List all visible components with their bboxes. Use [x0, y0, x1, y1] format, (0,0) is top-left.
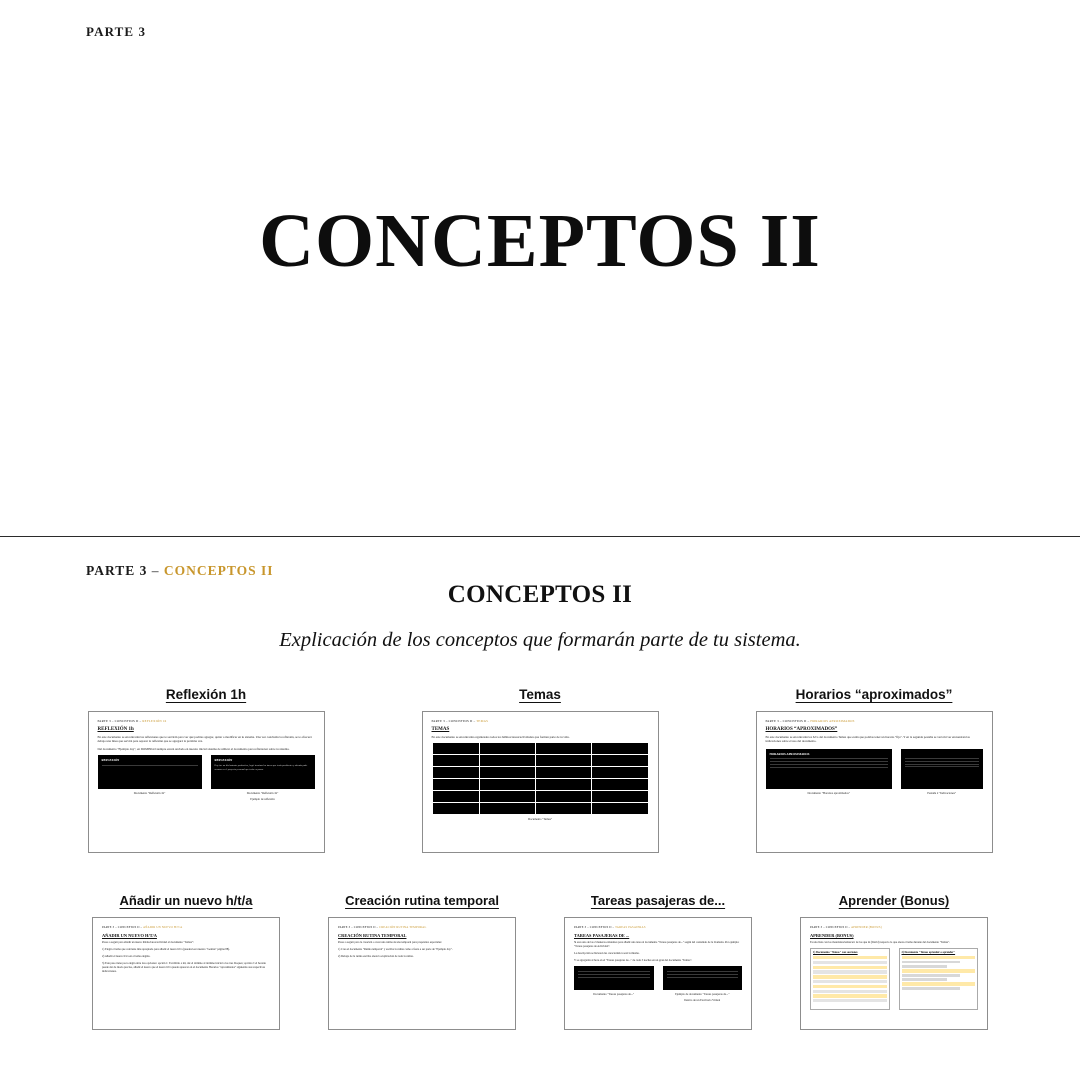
thumb-breadcrumb-part: PARTE 3 – CONCEPTOS II – [431, 719, 477, 723]
thumb-breadcrumb-part: PARTE 3 – CONCEPTOS II – [574, 925, 616, 929]
thumb-paragraph-1: En este documento se encontrarán las reflexiones que te servirán para ver qué podrías agregar, quitar o modificar en tu sistema. Una vez concluida la reflexión, se te ofrecerá debajo una línea que servirá para separar la reflexión que se agregará la próxima vez. [97, 735, 312, 744]
card-temas[interactable] [373, 687, 707, 853]
section-title: CONCEPTOS II [447, 581, 633, 608]
thumb-paragraph-1: Si eres uno de las 2 maneras existentes para añadir una tarea al documento "Tareas pasajeras de..." según del contenido de la Llamada. Por ejemplo: "Tareas pasajeras de Actividad". [574, 941, 740, 949]
thumb-breadcrumb [574, 925, 742, 929]
thumb-caption-right: Pestaña 2 "Indicaciones" [927, 790, 957, 795]
thumb-panel-left-title: HORARIOS APROXIMADOS [769, 751, 810, 756]
card-label: Tareas pasajeras de... [590, 893, 726, 908]
thumb-breadcrumb [432, 719, 649, 723]
breadcrumb [86, 563, 274, 579]
thumb-panel-right-title: REFLEXIÓN [214, 758, 233, 763]
thumb-paragraph-1: Es una lista con los materiales/temas/etc de los que tú (David) respecto lo que anota el tema durante del documento "Temas". [810, 941, 950, 944]
thumb-paragraph-2: 1) Elegir el tema que conviene más apropiado para añadir el nuevo h/t/a (puedes leer nuestro "Genius" página 88). [102, 948, 230, 952]
slide-kicker: PARTE 3 [86, 24, 147, 39]
thumb-breadcrumb [766, 719, 983, 723]
thumb-breadcrumb [102, 925, 270, 929]
card-label: Reflexión 1h [165, 687, 247, 702]
thumb-breadcrumb-part: PARTE 3 – CONCEPTOS II – [102, 925, 143, 929]
breadcrumb-current: CONCEPTOS II [163, 563, 274, 578]
title-slide [0, 0, 1080, 537]
card-label: Horarios “aproximados” [795, 687, 953, 702]
thumb-breadcrumb [810, 925, 978, 929]
thumb-caption-right-2: Dentro de un Escritorio Virtual [684, 998, 721, 1003]
thumb-panel-right [899, 948, 979, 1010]
thumb-caption-right-2: Ejemplo de reflexión [250, 797, 275, 802]
thumb-breadcrumb-current: REFLEXIÓN 1h [142, 719, 167, 723]
thumbnail-row-2 [0, 893, 1080, 1030]
slide-thumbnail[interactable] [800, 917, 988, 1030]
thumb-paragraph-1: Pasos a seguir para la creación o crear una rutina de una temporal para propósitos especiales: [338, 941, 442, 944]
slide-thumbnail[interactable] [88, 711, 325, 853]
slide-thumbnail[interactable] [422, 711, 659, 853]
thumb-caption-right: Documento "Reflexión 1h" [246, 791, 279, 796]
thumb-panel-right-text: Hoy fue un día bastante productivo, logré terminar las tareas que tenía pendientes y además pude avanzar en el proyecto personal que tenía en pausa. [214, 764, 308, 772]
thumb-paragraph-3: 2) Añadir el nuevo h/t/a en el tema elegido. [102, 955, 151, 959]
overview-slide [0, 537, 1080, 1080]
thumb-panel-right-title: 2) Documento "Temas aprender o aprender" [901, 951, 956, 955]
thumb-breadcrumb-current: HORARIOS APROXIMADOS [810, 719, 855, 723]
slide-thumbnail[interactable] [756, 711, 993, 853]
thumb-caption-left: Documento "Horarios aproximados" [807, 790, 850, 795]
thumb-title: HORARIOS “APROXIMADOS” [765, 727, 838, 732]
breadcrumb-separator: – [147, 563, 164, 578]
thumb-breadcrumb-part: PARTE 3 – CONCEPTOS II – [810, 925, 851, 929]
thumb-paragraph-1: En este documento se encontrarán organizados todos los hábitos/tareas/actividades que forman parte de tu vida. [431, 735, 570, 739]
card-aprender-bonus[interactable] [776, 893, 1012, 1030]
thumbnail-row-1 [0, 687, 1080, 853]
card-label: Añadir un nuevo h/t/a [119, 893, 253, 908]
slide-thumbnail[interactable] [564, 917, 752, 1030]
thumb-title: APRENDER (BONUS) [810, 933, 854, 938]
thumb-breadcrumb-part: PARTE 3 – CONCEPTOS II – [97, 719, 143, 723]
thumb-paragraph-1: Pasos a seguir para añadir un nuevo hábito/tarea/actividad al documento "Temas": [102, 941, 194, 944]
thumb-paragraph-3: 2) Debajo de la rutina escribe anota la explicación de toda la rutina. [338, 955, 414, 959]
thumb-breadcrumb-part: PARTE 3 – CONCEPTOS II – [765, 719, 811, 723]
card-rutina-temporal[interactable] [304, 893, 540, 1030]
thumb-breadcrumb-current: APRENDER (BONUS) [850, 925, 882, 929]
thumb-breadcrumb-current: AÑADIR UN NUEVO H/T/A [142, 925, 183, 929]
card-tareas-pasajeras[interactable] [540, 893, 776, 1030]
thumb-table [432, 742, 649, 815]
thumb-title: AÑADIR UN NUEVO H/T/A [102, 933, 157, 938]
thumb-caption: Documento "Temas" [527, 817, 553, 822]
card-label: Aprender (Bonus) [838, 893, 950, 908]
slide-thumbnail[interactable] [328, 917, 516, 1030]
section-subtitle: Explicación de los conceptos que formarán parte de tu sistema. [279, 629, 801, 651]
slide-thumbnail[interactable] [92, 917, 280, 1030]
thumb-caption-right: Ejemplo de documento "Tareas pasajeras de..." [675, 992, 730, 997]
card-label: Temas [519, 687, 561, 702]
thumb-paragraph-2: La descripción se hicieron las característica será la misma. [574, 952, 640, 956]
thumb-breadcrumb-current: CREACIÓN RUTINA TEMPORAL [379, 925, 427, 929]
thumb-paragraph-4: 3) Este paso tiene poca elegir entre dos opciones: opción 1: Escribirlo a mí, dar el término al término inicial a los tres bloques; opción 2: el horario puede dar de modo preciso, añadir el nuevo que el nuevo h/t/a puede aparecer en el documento Horarios "aproximados" siguiendo sus respectivas indicaciones. [102, 962, 267, 974]
thumb-panel-left [810, 948, 890, 1010]
thumb-breadcrumb [98, 719, 315, 723]
breadcrumb-part: PARTE 3 [86, 563, 148, 578]
thumb-breadcrumb [338, 925, 506, 929]
page-title: CONCEPTOS II [259, 199, 821, 283]
thumb-paragraph-2: 1) Crea el documento "Rutina temporal" y escribe la rutina como a fuera a ser parte de "Ejemplo day". [338, 948, 453, 952]
thumb-breadcrumb-part: PARTE 3 – CONCEPTOS II – [338, 925, 380, 929]
thumb-caption-left: Documento "Reflexión 1h" [133, 791, 166, 796]
thumb-title: TAREAS PASAJERAS DE ... [574, 933, 630, 938]
thumb-panel-left-title: REFLEXIÓN [101, 758, 120, 763]
card-anadir-nuevo[interactable] [68, 893, 304, 1030]
thumb-breadcrumb-current: TEMAS [476, 719, 489, 723]
thumb-title: TEMAS [431, 727, 450, 732]
thumb-caption-left: Documento "Tareas pasajeras de..." [593, 992, 635, 997]
thumb-paragraph-1: En este documento se encontrarán los h/t/a del documento Temas que están que podrías tener un horario "fijo". Y en la segunda pestaña se verá mi ver encuentran las indicaciones sobre el uso del documento. [765, 735, 970, 744]
card-reflexion[interactable] [39, 687, 373, 853]
thumb-title: CREACIÓN RUTINA TEMPORAL [338, 933, 407, 938]
card-horarios[interactable] [707, 687, 1041, 853]
thumb-paragraph-2: Del documento "Ejemplo day", en DOMINGO siempre estará anclado en nuestro inicial sistema de utilizar el documento para reflexionar sobre tu sistema. [97, 746, 290, 751]
thumb-breadcrumb-current: TAREAS PASAJERAS [615, 925, 646, 929]
thumb-panel-left-title: 1) Documento "Temas" con secciones [813, 951, 858, 955]
thumb-title: REFLEXIÓN 1h [97, 727, 134, 732]
card-label: Creación rutina temporal [345, 893, 499, 908]
thumb-paragraph-3: Y se agregarán al hora en el "Tareas pasajeras de..." de cada 3 noches en un gran del documento "Temas". [574, 959, 693, 963]
